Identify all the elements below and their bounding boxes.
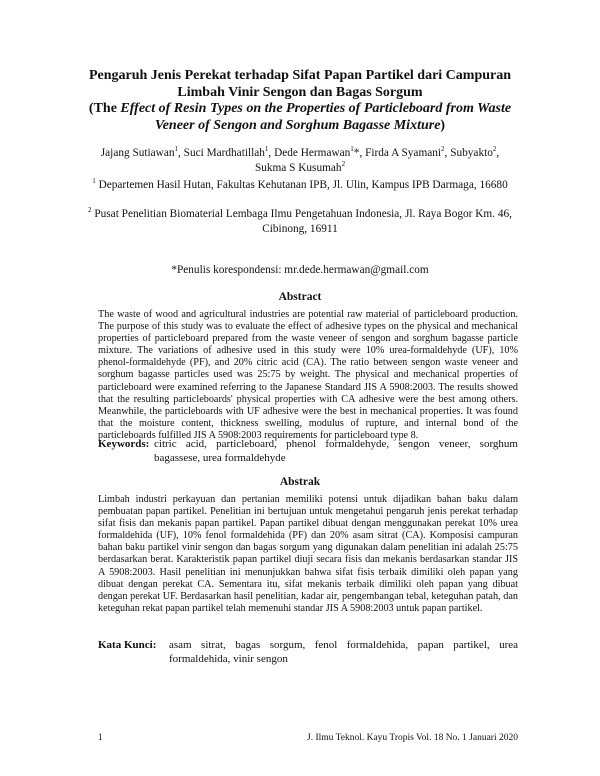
- abstract-heading: Abstract: [278, 291, 322, 303]
- author-list: [80, 146, 520, 176]
- author: Firda A Syamani$^2$,: [365, 145, 451, 159]
- kata-kunci-text: asam sitrat, bagas sorgum, fenol formaldehida, papan partikel, urea formaldehida, vinir sengon: [169, 639, 518, 665]
- paper-title: [70, 68, 530, 134]
- title-indonesian-line-1: Pengaruh Jenis Perekat terhadap Sifat Papan Partikel dari Campuran: [88, 68, 512, 83]
- corresponding-author: *Penulis korespondensi: mr.dede.hermawan@gmail.com: [171, 264, 429, 276]
- author: Jajang Sutiawan$^1$,: [100, 145, 184, 159]
- author: Sukma S Kusumah$^2$: [254, 160, 346, 174]
- affiliation-1: $^1$ Departemen Hasil Hutan, Fakultas Kehutanan IPB, Jl. Ulin, Kampus IPB Darmaga, 16680: [92, 177, 508, 191]
- page-number: 1: [98, 733, 103, 743]
- author: Suci Mardhatillah$^1$,: [183, 145, 275, 159]
- kata-kunci-label: Kata Kunci:: [98, 639, 157, 651]
- title-english-open: (The: [88, 101, 121, 116]
- journal-footer: J. Ilmu Teknol. Kayu Tropis Vol. 18 No. 1 Januari 2020: [307, 733, 518, 743]
- title-english-text: Effect of Resin Types on the Properties of Particleboard from Waste Veneer of Sengon and Sorghum Bagasse Mixture: [120, 101, 512, 133]
- title-english-close: ): [440, 117, 446, 133]
- abstract-text: The waste of wood and agricultural industries are potential raw material of particleboard production. The purpose of this study was to evaluate the effect of adhesive types on the physical and mechanical properties of particleboard prepared from the waste veneer of sengon and sorghum bagasse particle mixture. The variations of adhesive used in this study were 10% urea-formaldehyde (UF), 10% phenol-formaldehyde (PF), and 20% citric acid (CA). The ratio between sengon waste veneer and sorghum bagasse particles used was 25:75 by weight. The physical and mechanical properties of particleboard were examined referring to the Japanese Standard JIS A 5908:2003. The results showed that the resulting particleboards' physical properties with CA adhesive were the best among others. Meanwhile, the particleboards with UF adhesive were the best in mechanical properties. It was found that the moisture content, thickness swelling, modulus of rupture, and internal bond of the particleboards fulfilled JIS A 5908:2003 requirements for particleboard type 8.: [98, 309, 518, 441]
- author: Dede Hermawan$^1$*,: [274, 145, 366, 159]
- author: Subyakto$^2$,: [450, 145, 500, 159]
- keywords-label: Keywords:: [98, 438, 150, 450]
- kata-kunci: [98, 638, 518, 666]
- abstrak-heading: Abstrak: [279, 476, 321, 488]
- keywords-text: citric acid, particleboard, phenol formaldehyde, sengon veneer, sorghum bagassese, urea formaldehyde: [154, 438, 518, 464]
- keywords: [98, 437, 518, 465]
- abstrak-text: Limbah industri perkayuan dan pertanian memiliki potensi untuk dijadikan bahan baku dalam pembuatan papan partikel. Penelitian ini bertujuan untuk mengetahui pengaruh jenis perekat terhadap sifat fisis dan mekanis papan partikel. Papan partikel dibuat dengan menggunakan perekat 10% urea formaldehida (UF), 10% fenol formaldehida (PF) dan 20% asam sitrat (CA). Komposisi campuran bahan baku partikel vinir sengon dan bagas sorgum yang digunakan dalam penelitian ini adalah 25:75 berdasarkan berat. Karakteristik papan partikel diuji secara fisis dan mekanis berdasarkan standar JIS A 5908:2003. Hasil penelitian ini menunjukkan bahwa sifat fisis terbaik dimiliki oleh papan yang dibuat dengan perekat CA. Sementara itu, sifat mekanis terbaik dimiliki oleh papan yang dibuat dengan perekat UF. Berdasarkan hasil penelitian, kadar air, pengembangan tebal, keteguhan patah, dan keteguhan rekat papan partikel telah memenuhi standar JIS A 5908:2003 untuk papan partikel.: [98, 494, 518, 614]
- title-indonesian-line-2: Limbah Vinir Sengon dan Bagas Sorgum: [177, 84, 423, 100]
- title-english: [70, 101, 530, 134]
- affiliation-2: $^2$ Pusat Penelitian Biomaterial Lembaga Ilmu Pengetahuan Indonesia, Jl. Raya Bogor Km. 46, Cibinong, 16911: [88, 206, 512, 235]
